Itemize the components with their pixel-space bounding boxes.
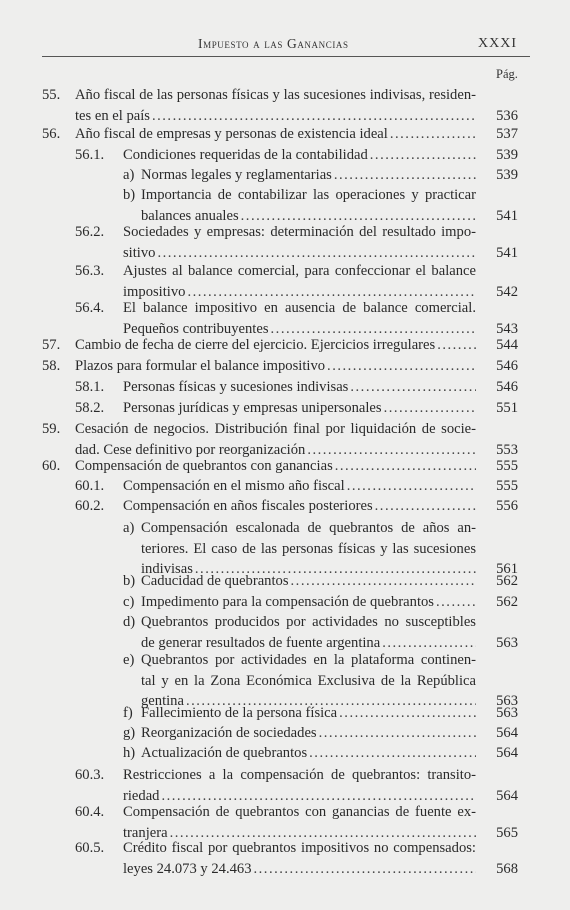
entry-title-text: Plazos para formular el balance impositivo — [75, 358, 326, 374]
entry-title-text: tranjera — [123, 824, 168, 841]
entry-page-number: 561 — [496, 561, 518, 577]
entry-title-text: indivisas — [141, 561, 193, 577]
entry-title-line: Sociedades y empresas: determinación del resultado impo- — [123, 224, 476, 240]
entry-number: 56.2. — [75, 224, 105, 240]
entry-title-line — [123, 496, 476, 517]
entry-number: 56. — [42, 126, 61, 142]
entry-number: 56.4. — [75, 300, 105, 316]
entry-title — [141, 703, 476, 724]
entry-title — [123, 222, 476, 263]
entry-title-line — [141, 571, 476, 592]
entry-title-text: Año fiscal de empresas y personas de existencia ideal — [75, 126, 388, 142]
entry-title — [141, 723, 476, 744]
entry-title — [123, 476, 476, 497]
entry-title — [123, 377, 476, 398]
entry-title-line: Ajustes al balance comercial, para confeccionar el balance — [123, 263, 476, 279]
dot-leader — [339, 703, 476, 724]
dot-leader — [384, 398, 476, 419]
entry-number: h) — [123, 745, 136, 761]
entry-number: 56.1. — [75, 147, 105, 163]
entry-number: a) — [123, 167, 135, 183]
entry-number: 60.4. — [75, 804, 105, 820]
dot-leader — [319, 723, 476, 744]
entry-title-line — [123, 377, 476, 398]
dot-leader — [152, 106, 476, 127]
entry-title — [123, 145, 476, 166]
entry-title-text: Compensación en el mismo año fiscal — [123, 478, 345, 494]
entry-number: a) — [123, 520, 135, 536]
entry-title-line — [141, 723, 476, 744]
entry-number: b) — [123, 573, 136, 589]
entry-page-number: 541 — [496, 207, 518, 224]
entry-page-number: 551 — [496, 400, 518, 416]
entry-page-number: 542 — [496, 283, 518, 300]
entry-title-text: riedad — [123, 787, 160, 804]
entry-title-text: dad. Cese definitivo por reorganización — [75, 441, 306, 458]
entry-page-number: 563 — [496, 634, 518, 651]
dot-leader — [334, 165, 476, 186]
entry-number: 58. — [42, 358, 61, 374]
entry-title-line — [123, 243, 476, 264]
entry-title-line: Año fiscal de las personas físicas y las sucesiones indivisas, residen- — [75, 87, 476, 103]
entry-title — [75, 335, 476, 356]
entry-title-line — [141, 703, 476, 724]
entry-title — [123, 298, 476, 339]
entry-title-line — [141, 592, 476, 613]
entry-title-line: El balance impositivo en ausencia de balance comercial. — [123, 300, 476, 316]
entry-title — [123, 765, 476, 806]
entry-title-text: sitivo — [123, 244, 156, 261]
entry-number: 57. — [42, 337, 61, 353]
entry-page-number: 541 — [496, 244, 518, 261]
entry-number: d) — [123, 614, 136, 630]
entry-title-text: Compensación en años fiscales posteriores — [123, 498, 373, 514]
entry-page-number: 562 — [496, 594, 518, 610]
entry-title-text: Fallecimiento de la persona física — [141, 705, 338, 721]
entry-page-number: 555 — [496, 478, 518, 494]
entry-title-line: Compensación escalonada de quebrantos de años an- — [141, 520, 476, 536]
entry-number: 58.1. — [75, 379, 105, 395]
entry-page-number: 546 — [496, 358, 518, 374]
entry-title-line — [123, 859, 476, 880]
entry-number: c) — [123, 594, 135, 610]
entry-title — [123, 261, 476, 302]
entry-title — [75, 356, 476, 377]
entry-number: e) — [123, 652, 135, 668]
entry-page-number: 536 — [496, 107, 518, 124]
entry-number: f) — [123, 705, 133, 721]
entry-number: 60.2. — [75, 498, 105, 514]
dot-leader — [436, 592, 476, 613]
entry-title-text: impositivo — [123, 283, 186, 300]
entry-title-line: Quebrantos producidos por actividades no susceptibles — [141, 614, 476, 630]
entry-title-line — [141, 743, 476, 764]
page-folio: XXXI — [478, 36, 517, 51]
entry-page-number: 555 — [496, 458, 518, 474]
dot-leader — [291, 571, 476, 592]
entry-title-line: Crédito fiscal por quebrantos impositivos no compensados: — [123, 840, 476, 856]
entry-title-line: Restricciones a la compensación de quebrantos: transito- — [123, 767, 476, 783]
entry-title-text: Caducidad de quebrantos — [141, 573, 289, 589]
entry-page-number: 544 — [496, 337, 518, 353]
entry-page-number: 563 — [496, 705, 518, 721]
entry-title-line: Compensación de quebrantos con ganancias de fuente ex- — [123, 804, 476, 820]
entry-title-text: Personas físicas y sucesiones indivisas — [123, 379, 349, 395]
entry-number: 59. — [42, 421, 61, 437]
entry-page-number: 537 — [496, 126, 518, 142]
entry-number: 56.3. — [75, 263, 105, 279]
entry-title — [75, 456, 476, 477]
entry-title-text: Compensación de quebrantos con ganancias — [75, 458, 333, 474]
entry-title — [141, 185, 476, 226]
entry-page-number: 539 — [496, 167, 518, 183]
dot-leader — [350, 377, 476, 398]
entry-title — [141, 592, 476, 613]
entry-title-line: Cesación de negocios. Distribución final por liquidación de socie- — [75, 421, 476, 437]
entry-number: 60.5. — [75, 840, 105, 856]
entry-title — [141, 612, 476, 653]
entry-page-number: 564 — [496, 745, 518, 761]
entry-title-text: Impedimento para la compensación de quebrantos — [141, 594, 434, 610]
entry-title-line — [75, 335, 476, 356]
entry-title-line: Quebrantos por actividades en la plataforma continen- — [141, 652, 476, 668]
entry-title-line — [123, 145, 476, 166]
entry-title-line: Importancia de contabilizar las operaciones y practicar — [141, 187, 476, 203]
entry-title-text: gentina — [141, 693, 184, 709]
dot-leader — [254, 859, 477, 880]
entry-title — [123, 802, 476, 843]
entry-number: 55. — [42, 87, 61, 103]
entry-number: 58.2. — [75, 400, 105, 416]
entry-number: b) — [123, 187, 136, 203]
entry-title — [141, 571, 476, 592]
entry-title-text: Pequeños contribuyentes — [123, 320, 269, 337]
page-column-label: Pág. — [496, 67, 518, 81]
entry-title-line — [75, 356, 476, 377]
entry-title-line — [123, 476, 476, 497]
entry-number: 60.1. — [75, 478, 105, 494]
entry-title-line: tal y en la Zona Económica Exclusiva de la República — [141, 672, 476, 689]
entry-title — [123, 398, 476, 419]
entry-page-number: 564 — [496, 787, 518, 804]
dot-leader — [309, 743, 476, 764]
entry-title-text: leyes 24.073 y 24.463 — [123, 860, 252, 877]
entry-title-text: Actualización de quebrantos — [141, 745, 308, 761]
dot-leader — [347, 476, 476, 497]
entry-number: 60.3. — [75, 767, 105, 783]
dot-leader — [375, 496, 476, 517]
entry-page-number: 553 — [496, 441, 518, 458]
entry-page-number: 562 — [496, 573, 518, 589]
entry-page-number: 556 — [496, 498, 518, 514]
entry-page-number: 546 — [496, 379, 518, 395]
entry-title-line: teriores. El caso de las personas físicas y las sucesiones — [141, 540, 476, 557]
entry-title-text: tes en el país — [75, 107, 150, 124]
entry-page-number: 564 — [496, 725, 518, 741]
dot-leader — [157, 243, 476, 264]
entry-page-number: 565 — [496, 824, 518, 841]
dot-leader — [335, 456, 476, 477]
running-title: Impuesto a las Ganancias — [198, 36, 349, 51]
header-rule — [42, 56, 530, 57]
entry-title-line — [123, 398, 476, 419]
entry-title-text: Condiciones requeridas de la contabilidad — [123, 147, 368, 163]
entry-title-text: Normas legales y reglamentarias — [141, 167, 332, 183]
entry-title-text: Personas jurídicas y empresas unipersonales — [123, 400, 382, 416]
entry-title-text: Reorganización de sociedades — [141, 725, 317, 741]
dot-leader — [370, 145, 476, 166]
entry-title-text: balances anuales — [141, 207, 239, 224]
entry-title-line — [75, 456, 476, 477]
entry-page-number: 543 — [496, 320, 518, 337]
entry-title-line — [141, 165, 476, 186]
entry-title — [75, 85, 476, 126]
entry-title — [75, 419, 476, 460]
entry-title — [141, 165, 476, 186]
entry-page-number: 539 — [496, 147, 518, 163]
running-header — [0, 36, 570, 54]
entry-title-line — [75, 106, 476, 127]
entry-page-number: 568 — [496, 860, 518, 877]
dot-leader — [390, 124, 476, 145]
entry-title-text: de generar resultados de fuente argentina — [141, 634, 381, 651]
entry-title — [123, 838, 476, 879]
entry-page-number: 563 — [496, 693, 518, 709]
entry-title-line — [75, 124, 476, 145]
dot-leader — [437, 335, 476, 356]
entry-title-text: Cambio de fecha de cierre del ejercicio. Ejercicios irregulares — [75, 337, 436, 353]
entry-title — [75, 124, 476, 145]
entry-number: 60. — [42, 458, 61, 474]
entry-title — [141, 743, 476, 764]
entry-number: g) — [123, 725, 136, 741]
dot-leader — [327, 356, 476, 377]
entry-title — [123, 496, 476, 517]
